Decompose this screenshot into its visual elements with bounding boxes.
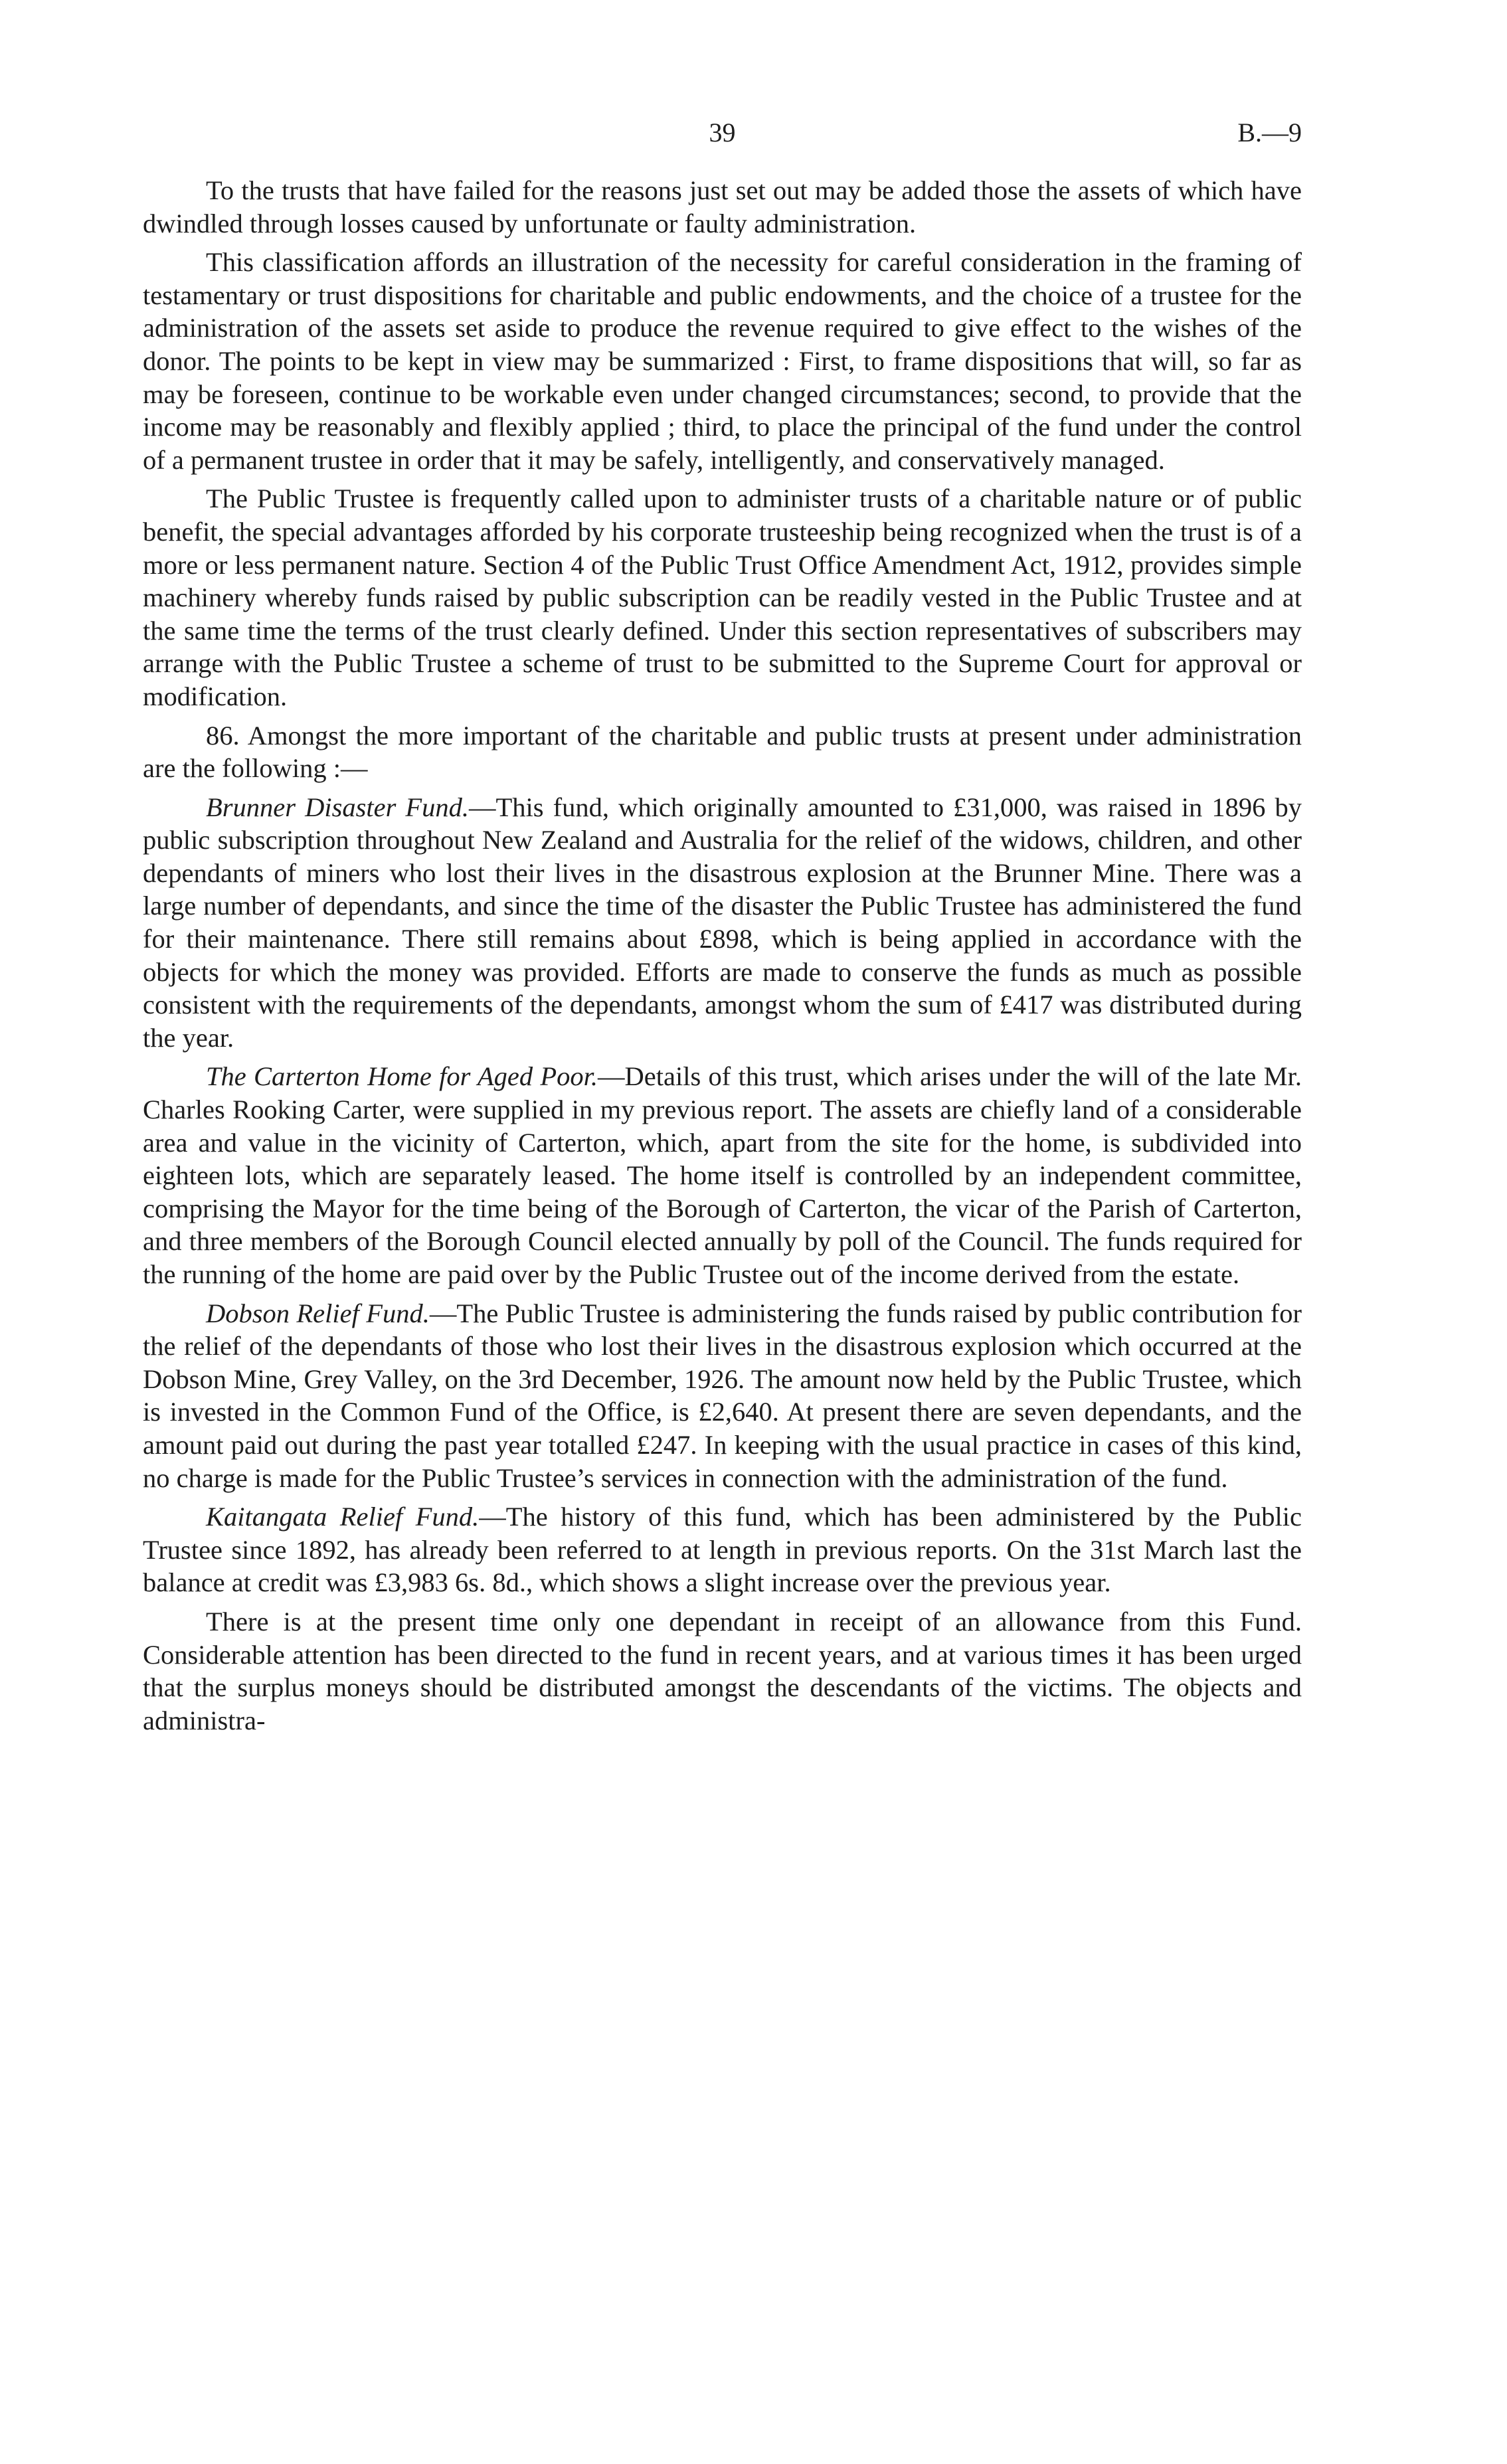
paragraph-text: There is at the present time only one dependant in receipt of an allowance from this Fund. Considerable attention has been directed to the fund in recent years, and at various times it has been urged that the surplus moneys should be distributed amongst the descendants of the victims. The objects and administra- <box>143 1606 1302 1735</box>
paragraph-classification <box>143 246 1302 476</box>
paragraph-text: —The Public Trustee is administering the funds raised by public contribution for the relief of the dependants of those who lost their lives in the disastrous explosion which occurred at the Dobson Mine, Grey Valley, on the 3rd December, 1926. The amount now held by the Public Trustee, which is invested in the Common Fund of the Office, is £2,640. At present there are seven dependants, and the amount paid out during the past year totalled £247. In keeping with the usual practice in cases of this kind, no charge is made for the Public Trustee’s services in connection with the administration of the fund. <box>143 1298 1302 1493</box>
paragraph-carterton-home <box>143 1060 1302 1290</box>
paragraph-trusts-failed <box>143 174 1302 240</box>
paragraph-kaitangata-fund <box>143 1500 1302 1599</box>
section-heading-kaitangata: Kaitangata Relief Fund. <box>206 1502 480 1532</box>
page-number: 39 <box>709 118 736 147</box>
paragraph-one-dependant <box>143 1605 1302 1737</box>
paragraph-brunner-fund <box>143 791 1302 1055</box>
section-heading-dobson: Dobson Relief Fund. <box>206 1298 430 1328</box>
paragraph-text: To the trusts that have failed for the reasons just set out may be added those the assets of which have dwindled through losses caused by unfortunate or faulty administration. <box>143 175 1302 238</box>
paragraph-text: —This fund, which originally amounted to £31,000, was raised in 1896 by public subscription throughout New Zealand and Australia for the relief of the widows, children, and other dependants of miners who lost their lives in the disastrous explosion at the Brunner Mine. There was a large number of dependants, and since the time of the disaster the Public Trustee has administered the fund for their maintenance. There still remains about £898, which is being applied in accordance with the objects for which the money was provided. Efforts are made to conserve the funds as much as possible consistent with the requirements of the dependants, amongst whom the sum of £417 was distributed during the year. <box>143 792 1302 1053</box>
section-heading-carterton: The Carterton Home for Aged Poor. <box>206 1061 598 1092</box>
paragraph-86 <box>143 719 1302 785</box>
paragraph-dobson-fund <box>143 1297 1302 1495</box>
document-reference: B.—9 <box>1237 118 1302 147</box>
paragraph-text: —Details of this trust, which arises under the will of the late Mr. Charles Rooking Carter, were supplied in my previous report. The assets are chiefly land of a considerable area and value in the vicinity of Carterton, which, apart from the site for the home, is subdivided into eighteen lots, which are separately leased. The home itself is controlled by an independent committee, comprising the Mayor for the time being of the Borough of Carterton, the vicar of the Parish of Carterton, and three members of the Borough Council elected annually by poll of the Council. The funds required for the running of the home are paid over by the Public Trustee out of the income derived from the estate. <box>143 1061 1302 1289</box>
paragraph-public-trustee-charitable <box>143 482 1302 713</box>
body-text <box>143 174 1302 1743</box>
paragraph-text: The Public Trustee is frequently called upon to administer trusts of a charitable nature or of public benefit, the special advantages afforded by his corporate trusteeship being recognized when the trust is of a more or less permanent nature. Section 4 of the Public Trust Office Amendment Act, 1912, provides simple machinery whereby funds raised by public subscription can be readily vested in the Public Trustee and at the same time the terms of the trust clearly defined. Under this section representatives of subscribers may arrange with the Public Trustee a scheme of trust to be submitted to the Supreme Court for approval or modification. <box>143 484 1302 711</box>
running-header <box>143 113 1302 153</box>
paragraph-text: 86. Amongst the more important of the charitable and public trusts at present under administration are the following :— <box>143 720 1302 784</box>
section-heading-brunner: Brunner Disaster Fund. <box>206 792 470 822</box>
paragraph-text: This classification affords an illustration of the necessity for careful consideration in the framing of testamentary or trust dispositions for charitable and public endowments, and the choice of a trustee for the administration of the assets set aside to produce the revenue required to give effect to the wishes of the donor. The points to be kept in view may be summarized : First, to frame dispositions that will, so far as may be foreseen, continue to be workable even under changed circumstances; second, to provide that the income may be reasonably and flexibly applied ; third, to place the principal of the fund under the control of a permanent trustee in order that it may be safely, intelligently, and conservatively managed. <box>143 247 1302 475</box>
paragraph-text: —The history of this fund, which has been administered by the Public Trustee since 1892, has already been referred to at length in previous reports. On the 31st March last the balance at credit was £3,983 6s. 8d., which shows a slight increase over the previous year. <box>143 1502 1302 1598</box>
